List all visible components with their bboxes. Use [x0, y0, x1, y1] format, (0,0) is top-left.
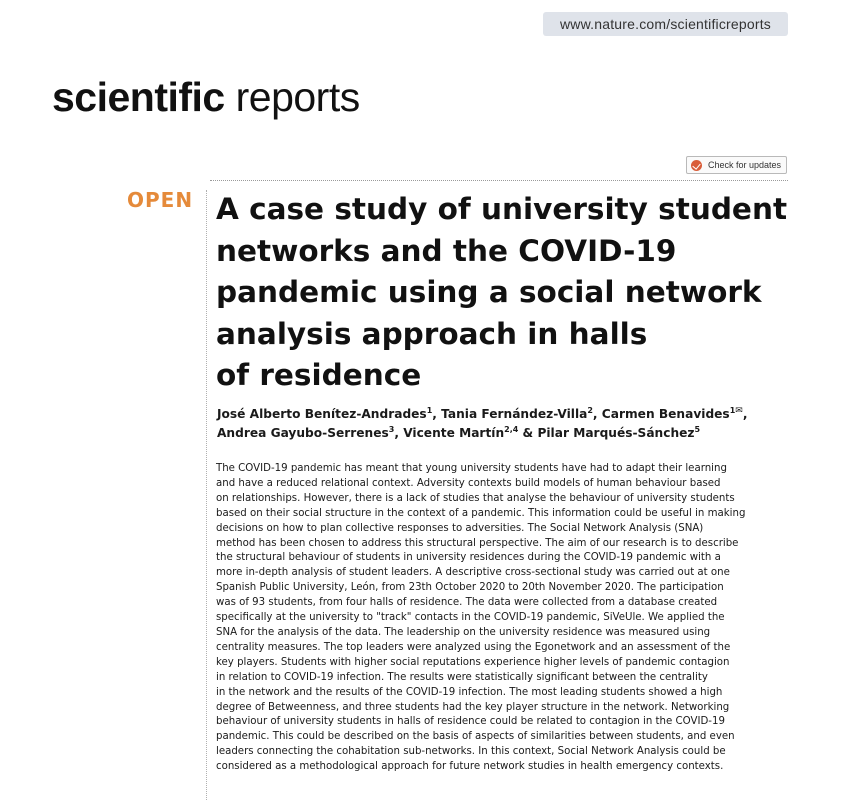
abstract-line: SNA for the analysis of the data. The leadership on the university residence was measured using	[216, 626, 711, 638]
author-affiliation: 2	[587, 405, 593, 415]
author-name[interactable]: Andrea Gayubo-Serrenes	[217, 426, 389, 440]
author-separator: ,	[394, 426, 404, 440]
check-updates-label: Check for updates	[708, 160, 782, 170]
abstract-line: and have a reduced relational context. Adversity contexts build models of human behaviour based	[216, 477, 721, 489]
article-title	[216, 189, 788, 397]
abstract-line: pandemic. This could be described on the basis of aspects of similarities between students, and even	[216, 731, 735, 743]
abstract-line: key players. Students with higher social reputations experience higher levels of pandemic contagion	[216, 656, 730, 668]
author-name[interactable]: Vicente Martín	[403, 426, 505, 440]
mail-icon[interactable]: ✉	[735, 405, 743, 416]
journal-logo	[52, 71, 360, 123]
author-separator: ,	[432, 407, 442, 421]
title-line: analysis approach in halls	[216, 316, 648, 351]
abstract-line: in the network and the results of the COVID-19 infection. The most leading students showed a high	[216, 686, 723, 698]
abstract-line: in relation to COVID-19 infection. The results were statistically significant between the centrality	[216, 671, 708, 683]
abstract-line: The COVID-19 pandemic has meant that young university students have had to adapt their learning	[216, 463, 727, 474]
column-divider	[206, 190, 207, 800]
abstract-line: method has been chosen to address this structural perspective. The aim of our research is to describe	[216, 537, 739, 549]
author-separator: ,	[592, 407, 602, 421]
check-updates-icon	[691, 160, 702, 171]
abstract	[216, 462, 796, 775]
title-line: of residence	[216, 358, 422, 392]
abstract-line: leaders connecting the cohabitation sub-networks. In this context, Social Network Analysis could be	[216, 746, 726, 758]
title-line: pandemic using a social network	[216, 275, 762, 309]
journal-url-banner[interactable]	[543, 12, 788, 36]
abstract-line: specifically at the university to "track" contacts in the COVID-19 pandemic, SiVeUle. We applied the	[216, 612, 725, 624]
abstract-line: Spanish Public University, León, from 23th October 2020 to 20th November 2020. The participation	[216, 582, 724, 594]
author-separator: &	[518, 426, 538, 440]
abstract-line: behaviour of university students in halls of residence could be related to contagion in the COVID-19	[216, 716, 725, 728]
author-line	[217, 405, 777, 424]
abstract-line: on relationships. However, there is a lack of studies that analyse the behaviour of university students	[216, 492, 735, 504]
abstract-line: based on their social structure in the context of a pandemic. This information could be useful in making	[216, 507, 746, 519]
title-line: networks and the COVID-19	[216, 233, 677, 268]
abstract-line: considered as a methodological approach for future network studies in health emergency contexts.	[216, 761, 724, 773]
author-separator: ,	[742, 407, 748, 421]
author-name[interactable]: Tania Fernández-Villa	[441, 407, 588, 421]
author-name[interactable]: José Alberto Benítez-Andrades	[217, 407, 427, 421]
author-affiliation: 3	[388, 424, 395, 434]
abstract-line: decisions on how to plan collective responses to adversities. The Social Network Analysis (SNA)	[216, 522, 704, 534]
open-access-label: OPEN	[127, 188, 194, 212]
journal-url[interactable]: www.nature.com/scientificreports	[559, 16, 772, 32]
author-name[interactable]: Pilar Marqués-Sánchez	[537, 426, 695, 440]
abstract-line: degree of Betweenness, and three students had the key player structure in the network. Networking	[216, 701, 730, 713]
author-list	[217, 405, 777, 443]
abstract-line: more in-depth analysis of student leaders. A descriptive cross-sectional study was carried out at one	[216, 567, 730, 579]
author-name[interactable]: Carmen Benavides	[601, 407, 730, 421]
author-line	[217, 424, 777, 443]
abstract-line: the structural behaviour of students in university residences during the COVID-19 pandemic with a	[216, 552, 721, 564]
journal-logo-bold: scientific	[52, 74, 225, 120]
author-affiliation: 2,4	[504, 424, 519, 434]
header-divider	[210, 180, 788, 181]
title-line: A case study of university student	[216, 192, 788, 226]
check-for-updates-button[interactable]	[686, 156, 787, 174]
journal-logo-light: reports	[224, 74, 360, 120]
abstract-line: was of 93 students, from four halls of residence. The data were collected from a database created	[216, 597, 718, 609]
author-affiliation: 5	[694, 424, 701, 434]
author-affiliation: 1✉	[729, 405, 743, 416]
author-affiliation: 1	[426, 405, 433, 415]
abstract-line: centrality measures. The top leaders were analyzed using the Egonetwork and an assessment of the	[216, 641, 731, 653]
